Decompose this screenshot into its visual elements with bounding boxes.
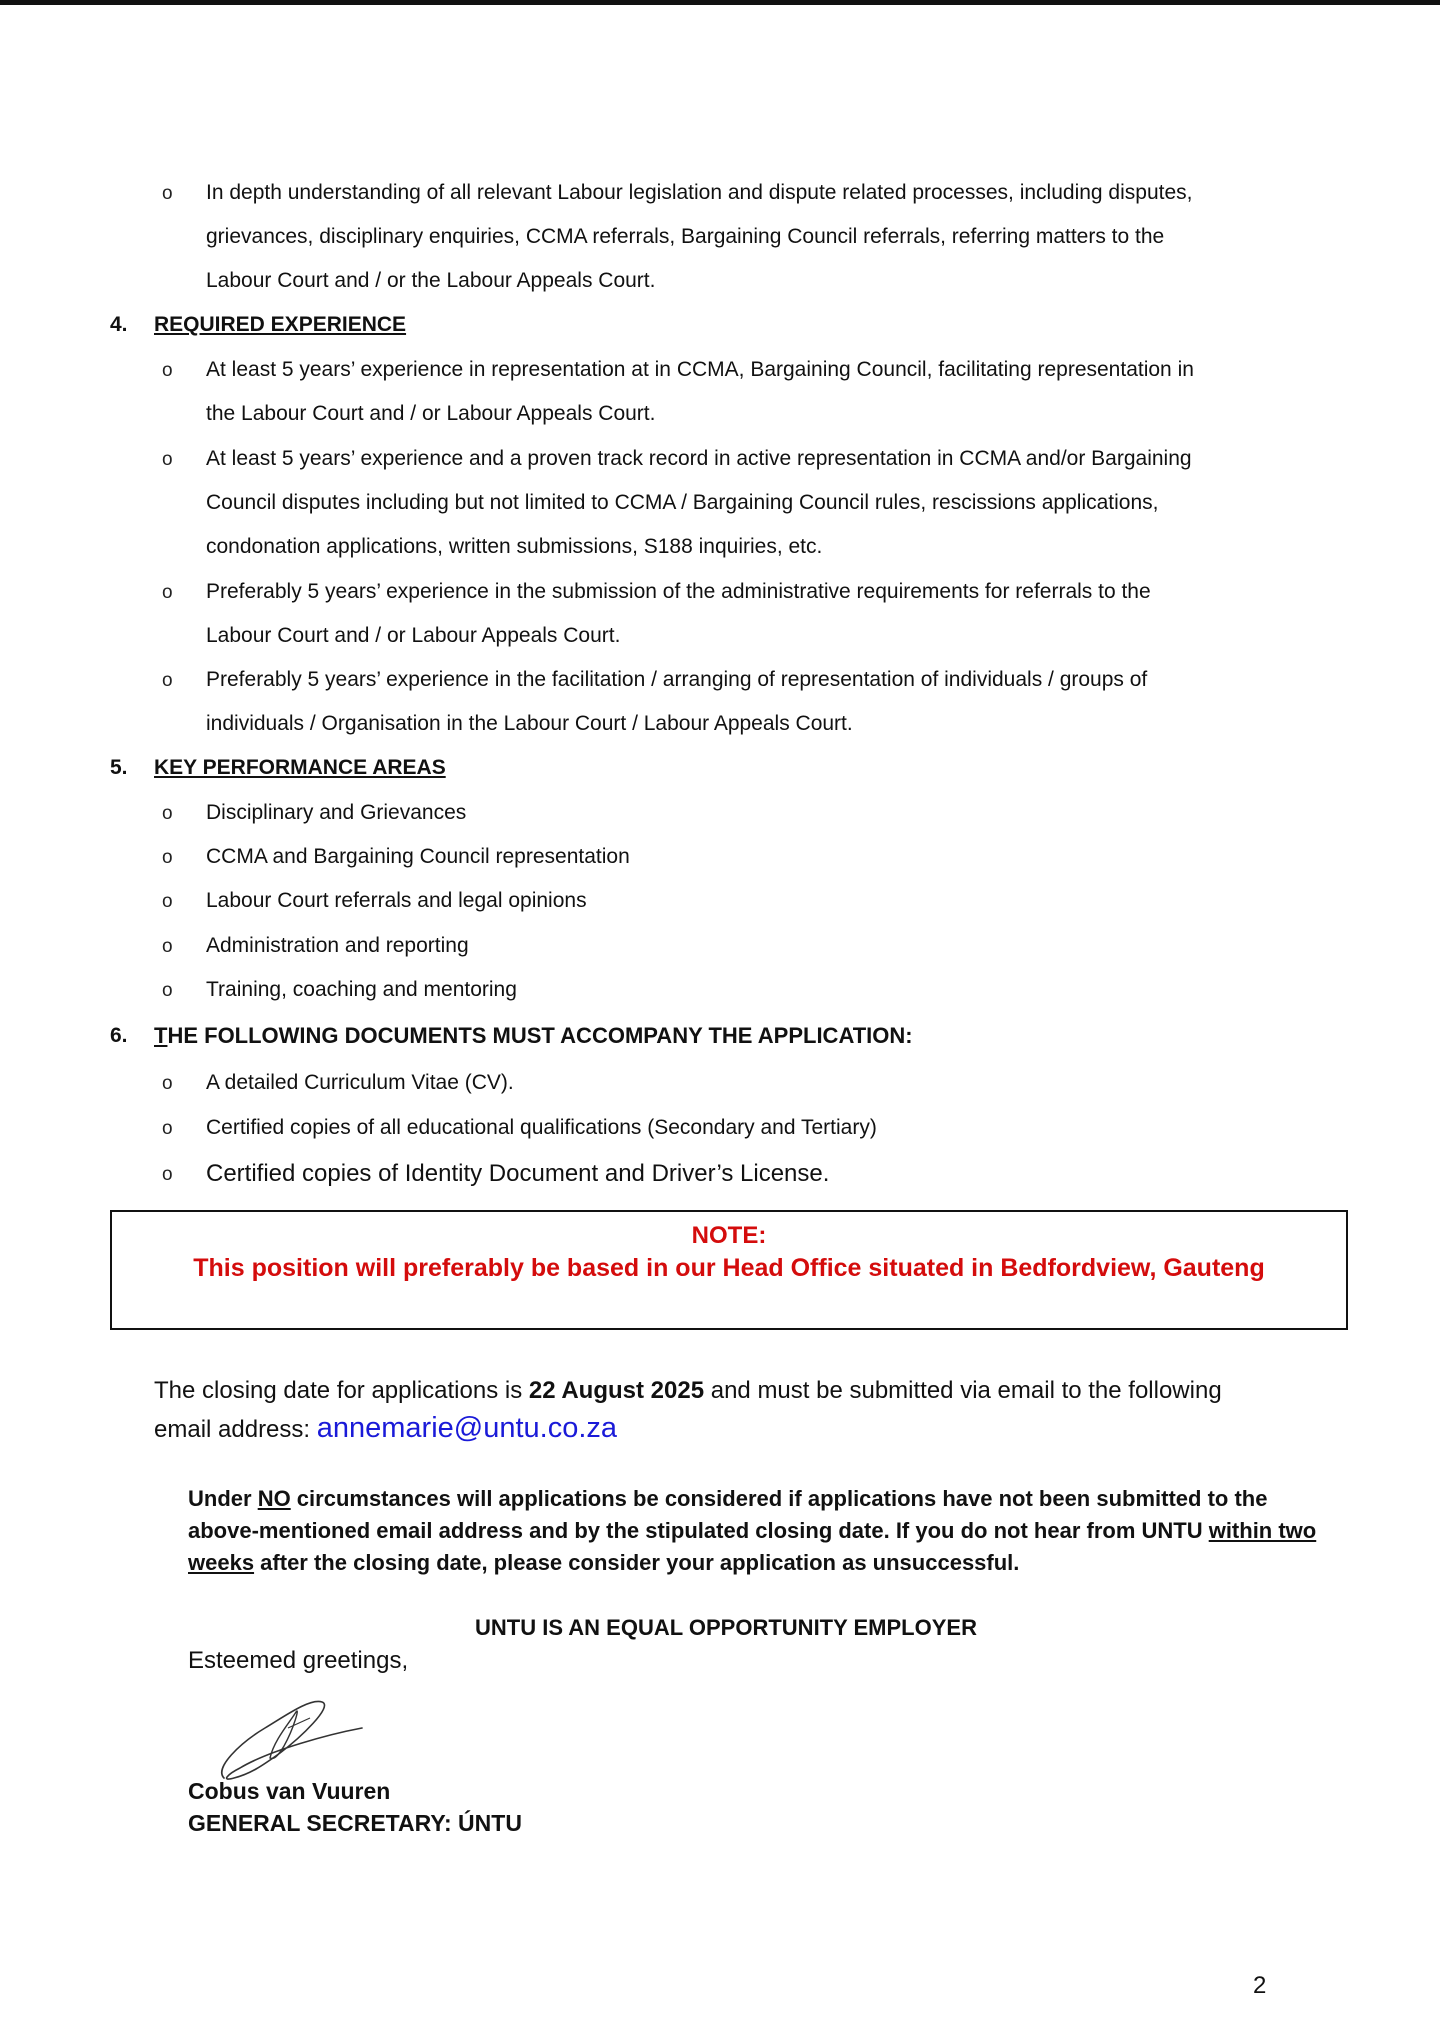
page-number: 2 <box>1253 1972 1267 1999</box>
greeting: Esteemed greetings, <box>188 1647 409 1674</box>
bullet-marker: o <box>162 1118 173 1139</box>
kpa-item-3: Labour Court referrals and legal opinions <box>206 889 587 912</box>
bullet-marker: o <box>162 803 173 824</box>
bullet-marker: o <box>162 847 173 868</box>
warning-paragraph: Under NO circumstances will applications be considered if applications have not been submitted to the above-mentioned email address and by the stipulated closing date. If you do not hear from UNTU within two weeks after the closing date, please consider your application as unsuccessful. <box>188 1486 1317 1575</box>
kpa-item-4: Administration and reporting <box>206 934 469 957</box>
documents-item-3: Certified copies of Identity Document and Driver’s License. <box>206 1160 830 1187</box>
bullet-marker: o <box>162 1073 173 1094</box>
equal-opportunity-statement: UNTU IS AN EQUAL OPPORTUNITY EMPLOYER <box>475 1615 977 1640</box>
experience-item-4-line-2: individuals / Organisation in the Labour Court / Labour Appeals Court. <box>206 712 853 735</box>
bullet-marker: o <box>162 980 173 1001</box>
intro-line-2: grievances, disciplinary enquiries, CCMA referrals, Bargaining Council referrals, referring matters to the <box>206 225 1165 248</box>
section-6-title: THE FOLLOWING DOCUMENTS MUST ACCOMPANY THE APPLICATION: <box>154 1023 913 1048</box>
intro-line-1: In depth understanding of all relevant Labour legislation and dispute related processes, including disputes, <box>206 181 1193 204</box>
kpa-item-5: Training, coaching and mentoring <box>206 978 517 1001</box>
signatory-title: GENERAL SECRETARY: ÚNTU <box>188 1810 522 1836</box>
intro-line-3: Labour Court and / or the Labour Appeals Court. <box>206 269 656 292</box>
bullet-marker: o <box>162 183 173 204</box>
documents-item-1: A detailed Curriculum Vitae (CV). <box>206 1071 514 1094</box>
signatory-name: Cobus van Vuuren <box>188 1778 391 1804</box>
note-title: NOTE: <box>691 1222 767 1249</box>
experience-item-3-line-1: Preferably 5 years’ experience in the submission of the administrative requirements for referrals to the <box>206 580 1151 603</box>
section-4-number: 4. <box>110 313 128 336</box>
bullet-marker: o <box>162 670 173 691</box>
experience-item-3-line-2: Labour Court and / or Labour Appeals Court. <box>206 624 621 647</box>
bullet-marker: o <box>162 582 173 603</box>
email-line: email address: annemarie@untu.co.za <box>154 1412 618 1444</box>
experience-item-2-line-3: condonation applications, written submissions, S188 inquiries, etc. <box>206 535 823 558</box>
bullet-marker: o <box>162 449 173 470</box>
experience-item-1-line-1: At least 5 years’ experience in representation at in CCMA, Bargaining Council, facilitating representation in <box>206 358 1194 381</box>
bullet-marker: o <box>162 936 173 957</box>
bullet-marker: o <box>162 360 173 381</box>
kpa-item-1: Disciplinary and Grievances <box>206 801 467 824</box>
experience-item-1-line-2: the Labour Court and / or Labour Appeals Court. <box>206 402 656 425</box>
experience-item-2-line-2: Council disputes including but not limited to CCMA / Bargaining Council rules, rescissions applications, <box>206 491 1159 514</box>
bullet-marker: o <box>162 891 173 912</box>
email-link[interactable]: annemarie@untu.co.za <box>316 1412 618 1444</box>
closing-date: 22 August 2025 <box>528 1377 705 1404</box>
signature-image <box>210 1688 370 1788</box>
section-4-title: REQUIRED EXPERIENCE <box>154 313 407 336</box>
bullet-marker: o <box>162 1164 173 1185</box>
closing-date-line: The closing date for applications is 22 August 2025 and must be submitted via email to the following <box>154 1377 1222 1404</box>
documents-item-2: Certified copies of all educational qualifications (Secondary and Tertiary) <box>206 1116 877 1139</box>
note-text: This position will preferably be based in our Head Office situated in Bedfordview, Gauteng <box>193 1254 1265 1282</box>
experience-item-4-line-1: Preferably 5 years’ experience in the facilitation / arranging of representation of individuals / groups of <box>206 668 1148 691</box>
section-5-title: KEY PERFORMANCE AREAS <box>154 756 446 779</box>
section-6-number: 6. <box>110 1024 128 1047</box>
section-5-number: 5. <box>110 756 128 779</box>
experience-item-2-line-1: At least 5 years’ experience and a proven track record in active representation in CCMA and/or Bargaining <box>206 447 1192 470</box>
kpa-item-2: CCMA and Bargaining Council representation <box>206 845 630 868</box>
note-box <box>110 1210 1348 1330</box>
